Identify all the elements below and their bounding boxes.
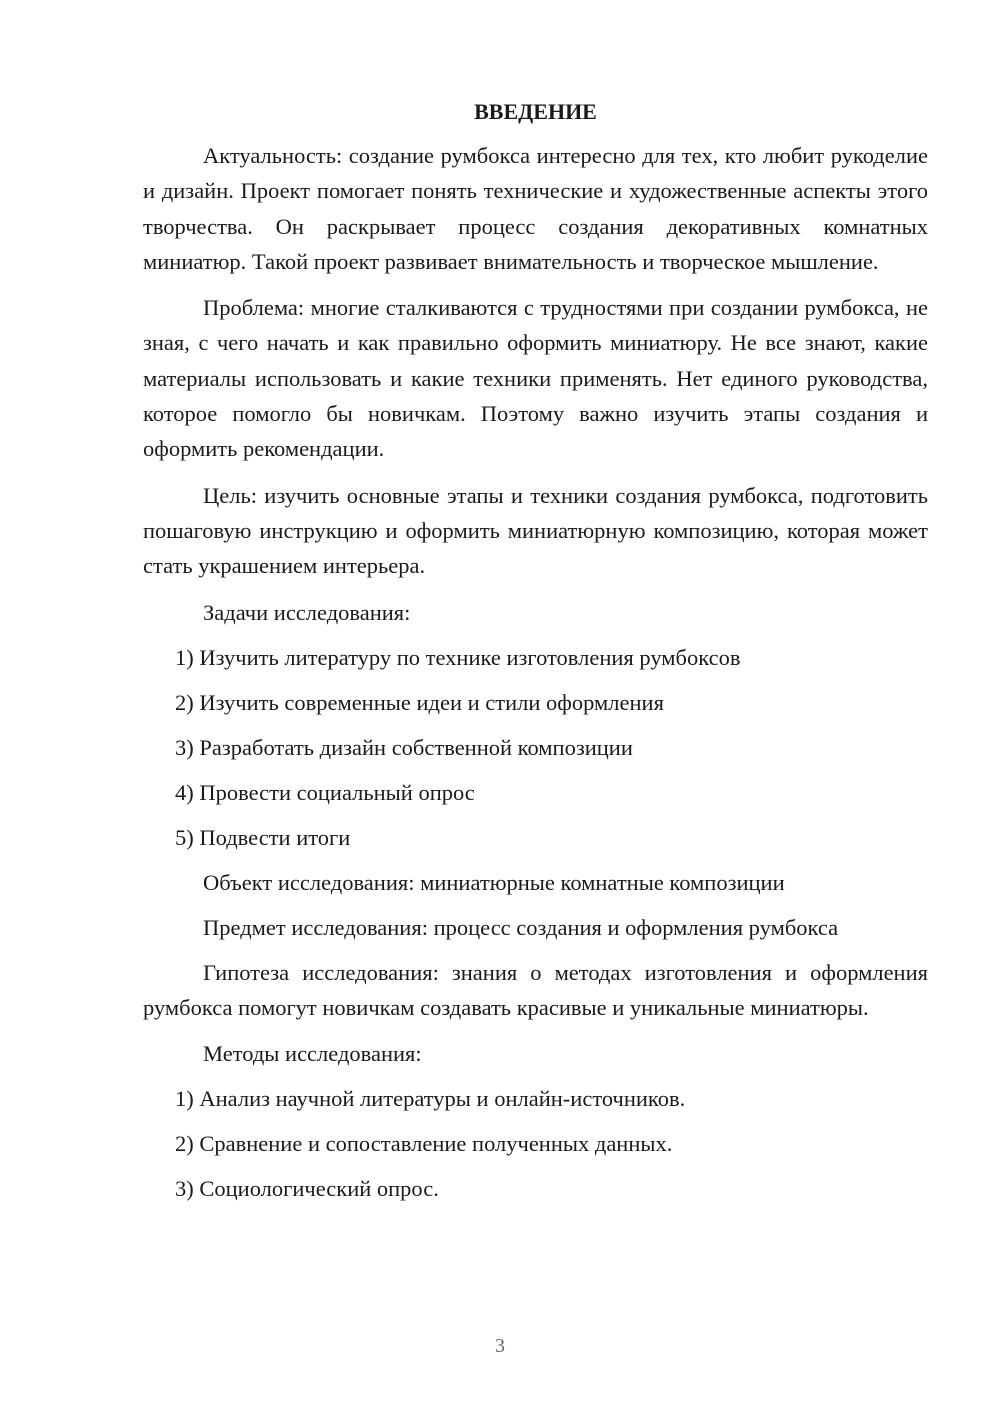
methods-heading: Методы исследования: [203, 1041, 422, 1067]
task-item: 4) Провести социальный опрос [175, 779, 475, 805]
section-title: ВВЕДЕНИЕ [474, 99, 597, 124]
task-item: 1) Изучить литературу по технике изготовления румбоксов [175, 644, 741, 670]
hypothesis-paragraph: Гипотеза исследования: знания о методах изготовления и оформления румбокса помогут новичкам создавать красивые и уникальные миниатюры. [143, 959, 928, 1020]
task-item: 2) Изучить современные идеи и стили оформления [175, 689, 664, 715]
tasks-heading: Задачи исследования: [203, 599, 411, 625]
method-item: 2) Сравнение и сопоставление полученных данных. [175, 1131, 673, 1157]
method-item: 3) Социологический опрос. [175, 1176, 439, 1202]
relevance-paragraph: Актуальность: создание румбокса интересно для тех, кто любит рукоделие и дизайн. Проект помогает понять технические и художественные аспекты этого творчества. Он раскрывает процесс создания декоративных комнатных миниатюр. Такой проект развивает внимательность и творческое мышление. [143, 143, 928, 274]
method-item: 1) Анализ научной литературы и онлайн-источников. [175, 1086, 686, 1112]
object-line: Объект исследования: миниатюрные комнатные композиции [203, 869, 785, 895]
task-item: 5) Подвести итоги [175, 824, 351, 850]
task-item: 3) Разработать дизайн собственной композиции [175, 734, 633, 760]
goal-paragraph: Цель: изучить основные этапы и техники создания румбокса, подготовить пошаговую инструкцию и оформить миниатюрную композицию, которая может стать украшением интерьера. [143, 482, 928, 579]
subject-line: Предмет исследования: процесс создания и оформления румбокса [203, 914, 839, 940]
problem-paragraph: Проблема: многие сталкиваются с трудностями при создании румбокса, не зная, с чего начать и как правильно оформить миниатюру. Не все знают, какие материалы использовать и какие техники применять. Нет единого руководства, которое помогло бы новичкам. Поэтому важно изучить этапы создания и оформить рекомендации. [143, 295, 928, 462]
page-content [143, 96, 928, 1216]
page-number: 3 [495, 1335, 505, 1357]
